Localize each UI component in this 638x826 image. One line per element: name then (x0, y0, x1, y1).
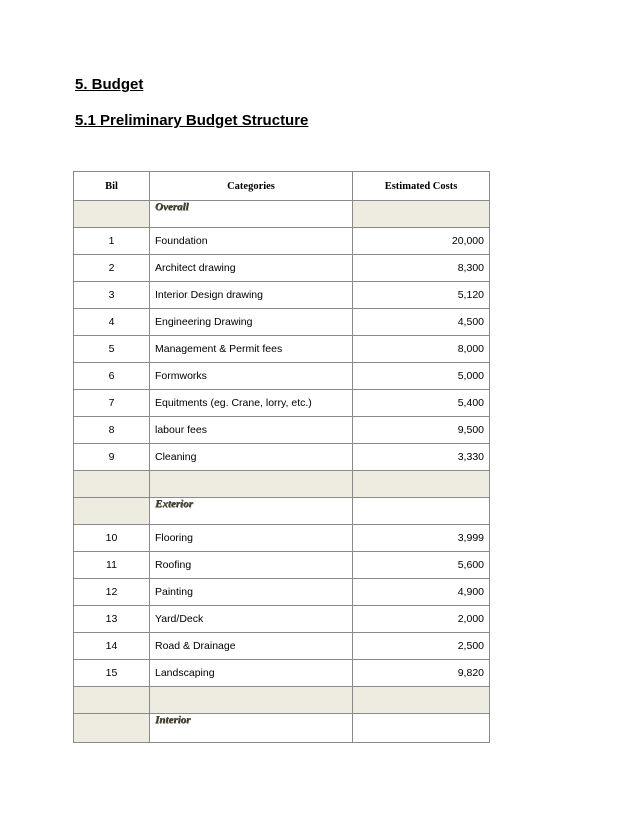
table-row: 9 Cleaning 3,330 (74, 444, 490, 471)
section-row-exterior (74, 498, 490, 525)
table-row: 8 labour fees 9,500 (74, 417, 490, 444)
table-row: 15 Landscaping 9,820 (74, 660, 490, 687)
table-row: 7 Equitments (eg. Crane, lorry, etc.) 5,400 (74, 390, 490, 417)
table-row: 14 Road & Drainage 2,500 (74, 633, 490, 660)
table-row: 6 Formworks 5,000 (74, 363, 490, 390)
spacer-row (74, 471, 490, 498)
header-estimated-costs: Estimated Costs (353, 172, 490, 201)
header-bil: Bil (74, 172, 150, 201)
table-row: 3 Interior Design drawing 5,120 (74, 282, 490, 309)
table-row: 10 Flooring 3,999 (74, 525, 490, 552)
section-heading: 5. Budget (75, 76, 144, 93)
table-row: 13 Yard/Deck 2,000 (74, 606, 490, 633)
subsection-heading: 5.1 Preliminary Budget Structure (75, 112, 309, 129)
table-row: 2 Architect drawing 8,300 (74, 255, 490, 282)
section-label-interior: Interior (150, 714, 353, 743)
spacer-row (74, 687, 490, 714)
section-row-interior (74, 714, 490, 743)
section-label-exterior: Exterior (150, 498, 353, 525)
table-row: 5 Management & Permit fees 8,000 (74, 336, 490, 363)
table-row: 1 Foundation 20,000 (74, 228, 490, 255)
table-header-row (74, 172, 490, 201)
table-row: 12 Painting 4,900 (74, 579, 490, 606)
section-label-overall: Overall (150, 201, 353, 228)
budget-table (73, 171, 490, 743)
table-row: 4 Engineering Drawing 4,500 (74, 309, 490, 336)
header-categories: Categories (150, 172, 353, 201)
section-row-overall (74, 201, 490, 228)
table-row: 11 Roofing 5,600 (74, 552, 490, 579)
